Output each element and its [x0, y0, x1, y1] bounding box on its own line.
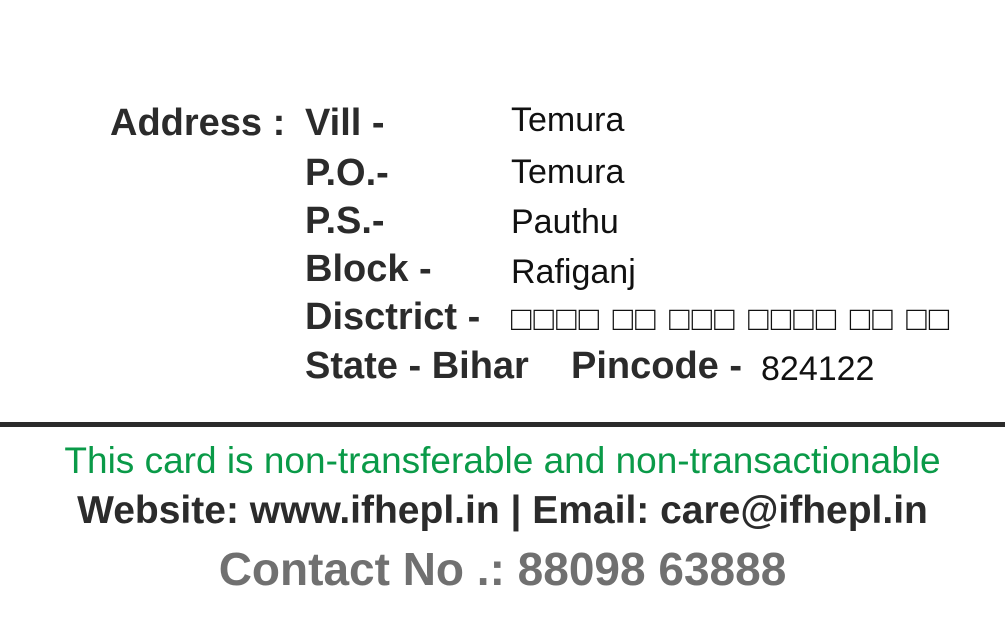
block-value: Rafiganj — [511, 253, 636, 291]
district-value: □□□□ □□ □□□ □□□□ □□ □□ — [511, 302, 952, 336]
state-label: State - Bihar — [305, 345, 529, 387]
pincode-label: Pincode - — [571, 345, 743, 387]
divider-line — [0, 422, 1005, 427]
contact-number: Contact No .: 88098 63888 — [218, 543, 787, 595]
vill-value: Temura — [511, 101, 625, 139]
address-heading: Address : — [110, 102, 286, 144]
block-label: Block - — [305, 248, 432, 290]
po-label: P.O.- — [305, 152, 389, 194]
ps-value: Pauthu — [511, 203, 619, 241]
ps-label: P.S.- — [305, 200, 385, 242]
website-email-line: Website: www.ifhepl.in | Email: care@ifhepl.in — [77, 489, 928, 532]
pincode-value: 824122 — [761, 350, 875, 388]
district-label: Disctrict - — [305, 296, 481, 338]
po-value: Temura — [511, 153, 625, 191]
non-transferable-notice: This card is non-transferable and non-transactionable — [64, 440, 941, 481]
vill-label: Vill - — [305, 102, 385, 144]
